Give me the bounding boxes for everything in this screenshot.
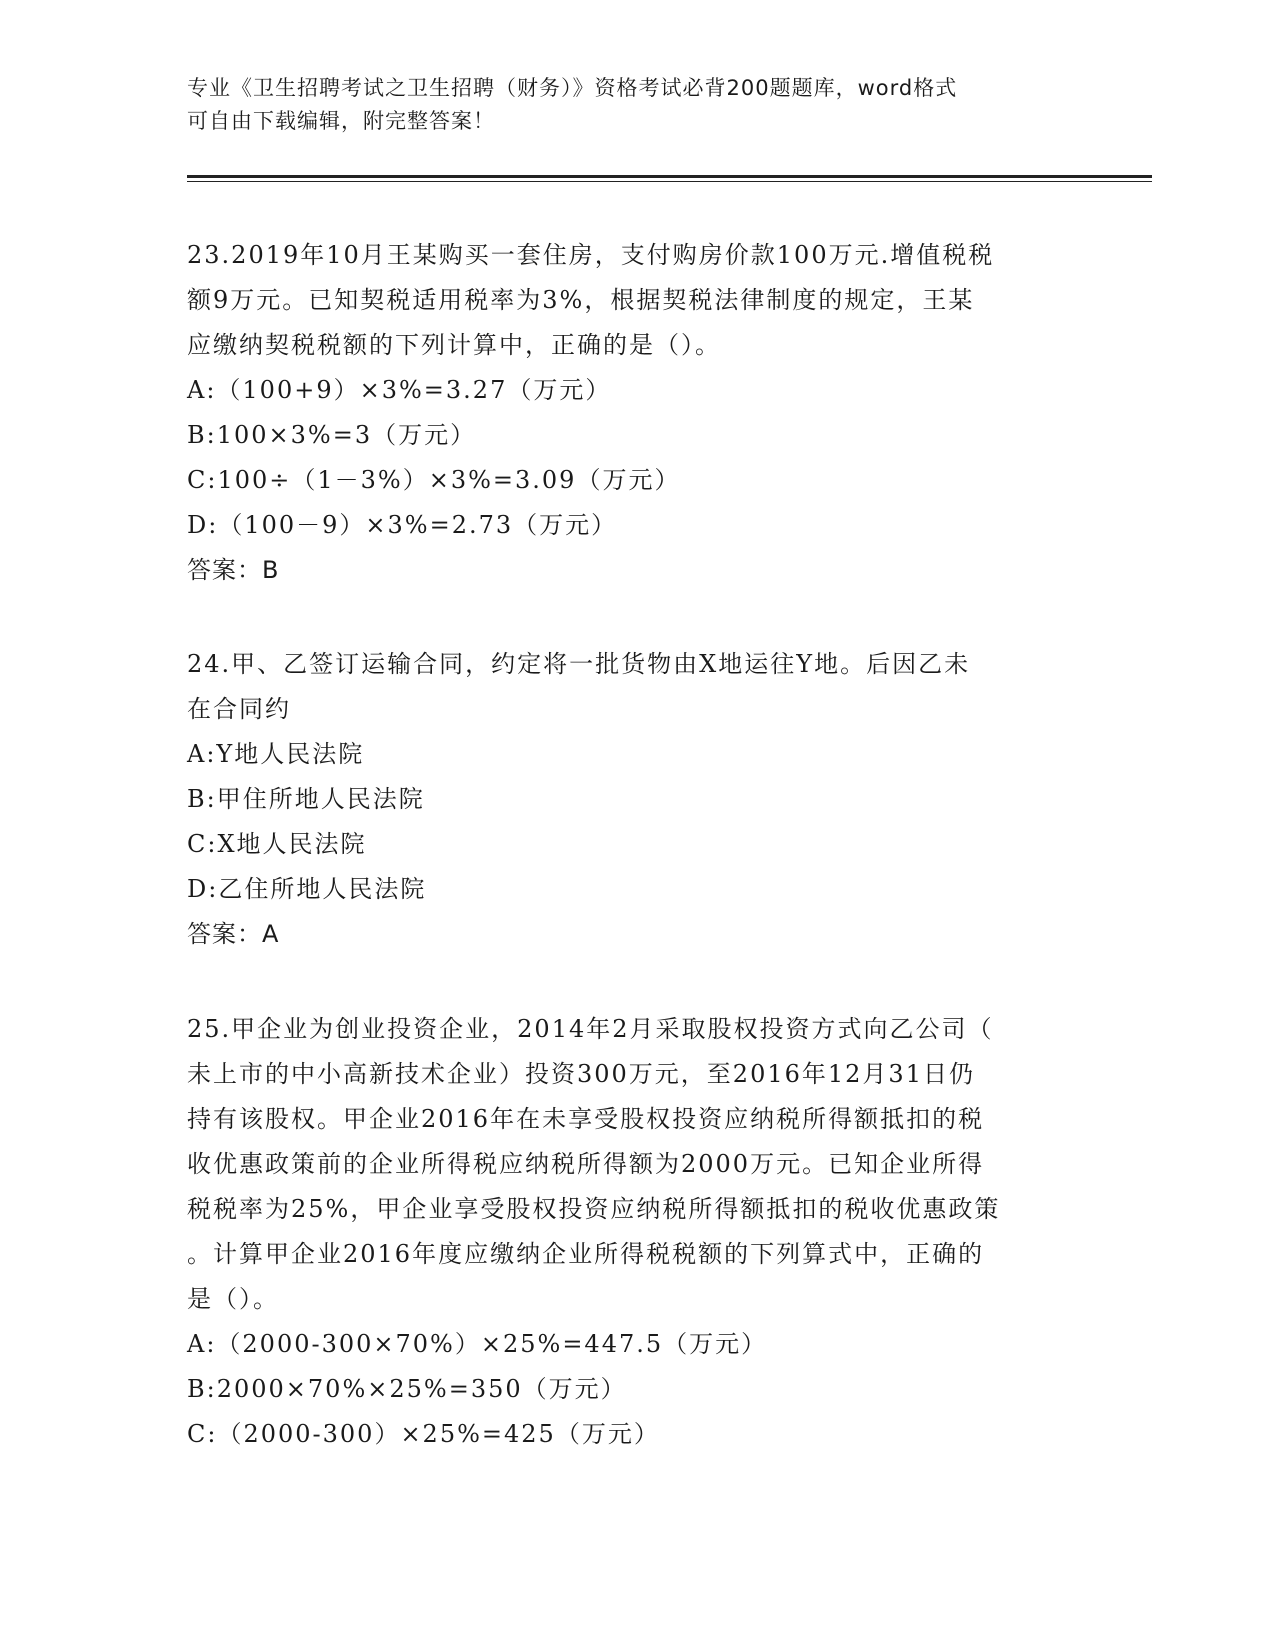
- option-d: D:乙住所地人民法院: [187, 875, 427, 903]
- option-a: A:Y地人民法院: [187, 740, 365, 768]
- question-stem-line: 25.甲企业为创业投资企业，2014年2月采取股权投资方式向乙公司（: [187, 1015, 994, 1043]
- answer: 答案：A: [187, 920, 280, 948]
- question-stem-line: 是（）。: [187, 1285, 279, 1313]
- question-stem-line: 23.2019年10月王某购买一套住房，支付购房价款100万元.增值税税: [187, 241, 995, 269]
- question-stem-line: 在合同约: [187, 695, 291, 723]
- option-a: A:（2000-300×70%）×25%=447.5（万元）: [187, 1330, 768, 1358]
- document-header: [187, 72, 1087, 138]
- option-b: B:100×3%=3（万元）: [187, 421, 477, 449]
- question-stem-line: 税税率为25%，甲企业享受股权投资应纳税所得额抵扣的税收优惠政策: [187, 1195, 1001, 1223]
- question-stem-line: 收优惠政策前的企业所得税应纳税所得额为2000万元。已知企业所得: [187, 1150, 985, 1178]
- option-b: B:甲住所地人民法院: [187, 785, 425, 813]
- question-stem-line: 24.甲、乙签订运输合同，约定将一批货物由X地运往Y地。后因乙未: [187, 650, 971, 678]
- header-line-2: 可自由下载编辑，附完整答案！: [187, 109, 495, 133]
- option-a: A:（100+9）×3%=3.27（万元）: [187, 376, 612, 404]
- header-divider-thick: [187, 175, 1152, 178]
- question-stem-line: 未上市的中小高新技术企业）投资300万元，至2016年12月31日仍: [187, 1060, 975, 1088]
- option-b: B:2000×70%×25%=350（万元）: [187, 1375, 627, 1403]
- question-stem-line: 应缴纳契税税额的下列计算中，正确的是（）。: [187, 331, 721, 359]
- question-25: [187, 1007, 1087, 1457]
- option-c: C:100÷（1－3%）×3%=3.09（万元）: [187, 466, 681, 494]
- question-stem-line: 持有该股权。甲企业2016年在未享受股权投资应纳税所得额抵扣的税: [187, 1105, 985, 1133]
- option-c: C:X地人民法院: [187, 830, 367, 858]
- question-stem-line: 。计算甲企业2016年度应缴纳企业所得税税额的下列算式中，正确的: [187, 1240, 985, 1268]
- answer: 答案：B: [187, 556, 280, 584]
- option-d: D:（100－9）×3%=2.73（万元）: [187, 511, 618, 539]
- header-divider-thin: [187, 181, 1152, 182]
- option-c: C:（2000-300）×25%=425（万元）: [187, 1420, 660, 1448]
- question-23: [187, 233, 1087, 593]
- question-24: [187, 642, 1087, 957]
- header-line-1: 专业《卫生招聘考试之卫生招聘（财务）》资格考试必背200题题库，word格式: [187, 76, 958, 100]
- question-stem-line: 额9万元。已知契税适用税率为3%，根据契税法律制度的规定，王某: [187, 286, 975, 314]
